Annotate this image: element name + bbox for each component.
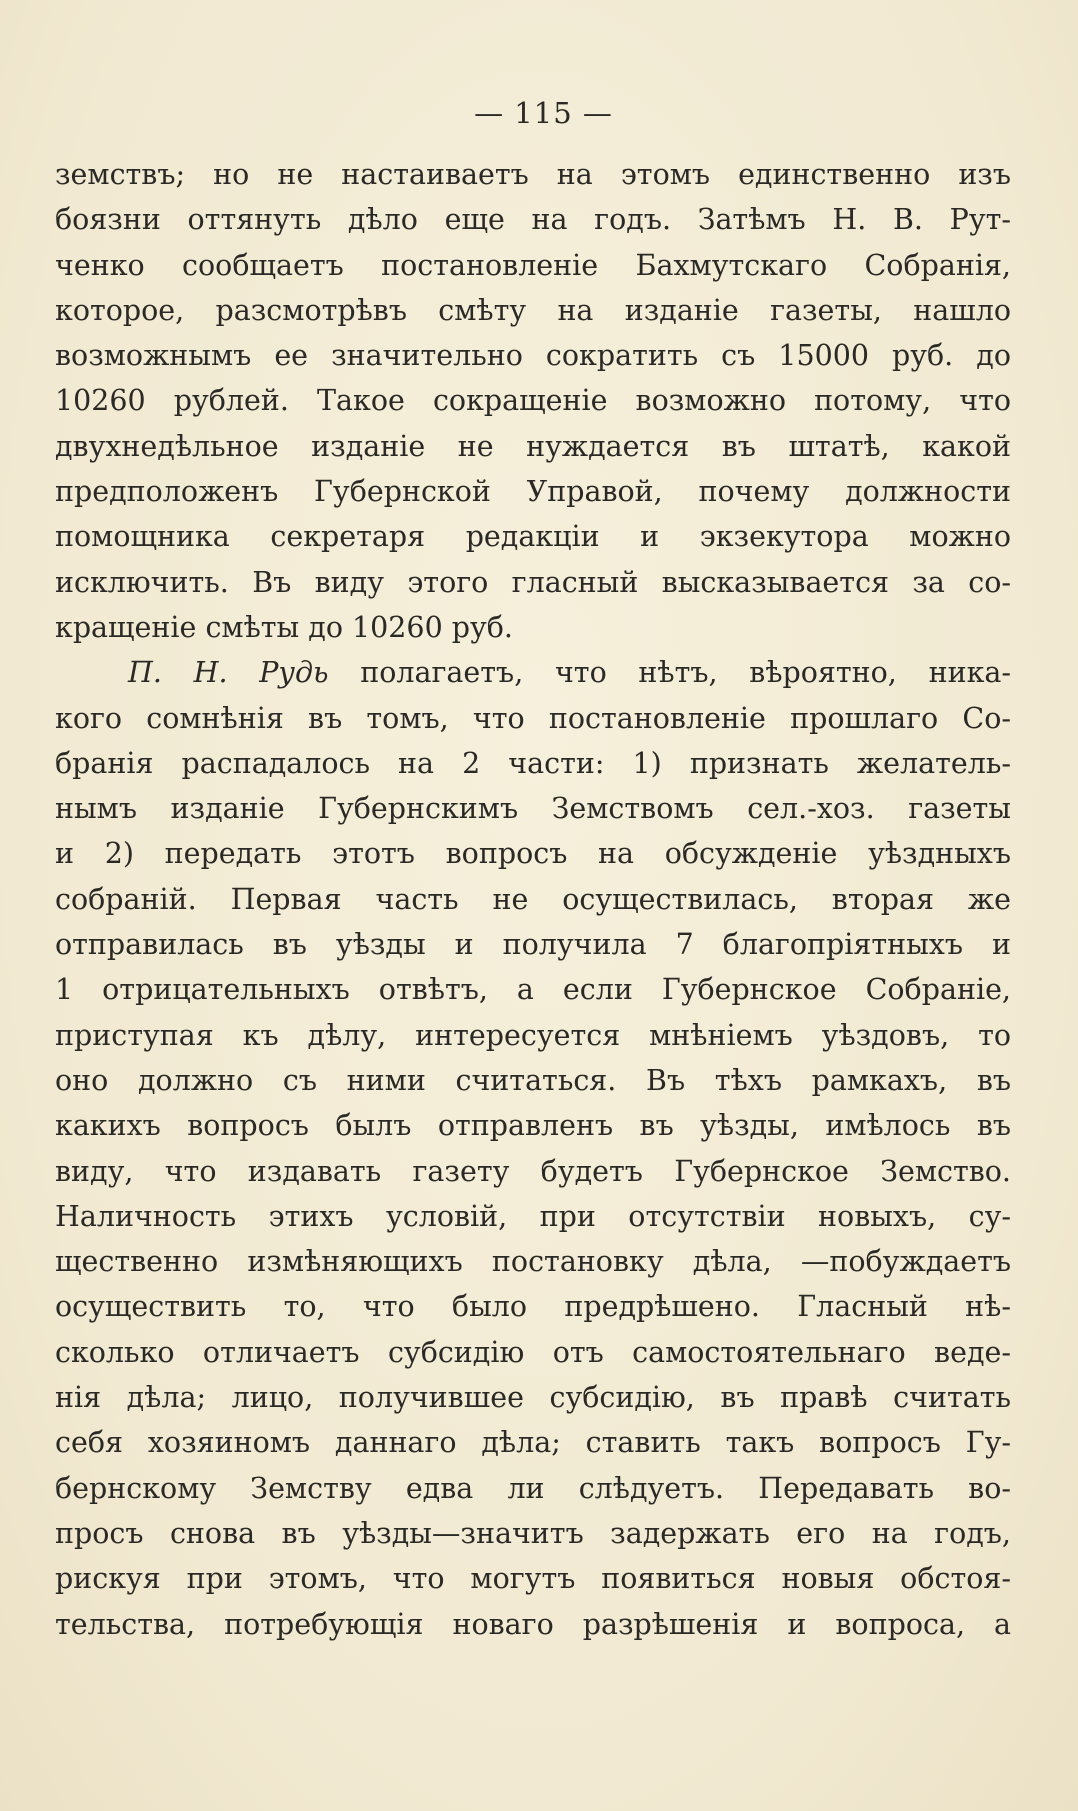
text-line: нія дѣла; лицо, получившее субсидію, въ правѣ считать (55, 1381, 1011, 1415)
paragraph-2 (55, 650, 1011, 1647)
text-line: просъ снова въ уѣзды—значитъ задержать его на годъ, (55, 1516, 1011, 1550)
text-line: оно должно съ ними считаться. Въ тѣхъ рамкахъ, въ (55, 1063, 1011, 1097)
text-line: рискуя при этомъ, что могутъ появиться новыя обстоя- (55, 1562, 1011, 1596)
body-text (55, 152, 1011, 1647)
text-line: бернскому Земству едва ли слѣдуетъ. Передавать во- (55, 1471, 1011, 1505)
text-line: и 2) передать этотъ вопросъ на обсужденіе уѣздныхъ (55, 837, 1011, 871)
text-line: себя хозяиномъ даннаго дѣла; ставить такъ вопросъ Гу- (55, 1426, 1011, 1460)
text-line: тельства, потребующія новаго разрѣшенія и вопроса, а (55, 1607, 1011, 1641)
text-line: исключить. Въ виду этого гласный высказывается за со- (55, 565, 1011, 599)
text-line: кращеніе смѣты до 10260 руб. (55, 610, 513, 644)
text-line: щественно измѣняющихъ постановку дѣла, —побуждаетъ (55, 1245, 1011, 1279)
text-line: сколько отличаетъ субсидію отъ самостоятельнаго веде- (55, 1335, 1011, 1369)
text-line: какихъ вопросъ былъ отправленъ въ уѣзды, имѣлось въ (55, 1109, 1011, 1143)
text-line: 1 отрицательныхъ отвѣтъ, а если Губернское Собраніе, (55, 973, 1011, 1007)
text-line: Наличность этихъ условій, при отсутствіи новыхъ, су- (55, 1199, 1011, 1233)
page-number: — 115 — (474, 96, 613, 130)
text-line: отправилась въ уѣзды и получила 7 благопріятныхъ и (55, 928, 1011, 962)
text-line: земствъ; но не настаиваетъ на этомъ единственно изъ (55, 158, 1011, 191)
text-line: ченко сообщаетъ постановленіе Бахмутскаго Собранія, (55, 248, 1011, 282)
paragraph-1 (55, 152, 1011, 650)
text-line: которое, разсмотрѣвъ смѣту на изданіе газеты, нашло (55, 293, 1011, 327)
text-line: собраній. Первая часть не осуществилась, вторая же (55, 882, 1011, 916)
text-line: помощника секретаря редакціи и экзекутора можно (55, 520, 1011, 554)
text-line: возможнымъ ее значительно сократить съ 15000 руб. до (55, 339, 1011, 373)
first-line-text: полагаетъ, что нѣтъ, вѣроятно, ника- (360, 656, 1012, 690)
text-line: виду, что издавать газету будетъ Губернское Земство. (55, 1154, 1011, 1188)
text-line: предположенъ Губернской Управой, почему должности (55, 475, 1011, 509)
text-line: двухнедѣльное изданіе не нуждается въ штатѣ, какой (55, 429, 1011, 463)
text-line: кого сомнѣнія въ томъ, что постановленіе прошлаго Со- (55, 701, 1011, 735)
text-line: бранія распадалось на 2 части: 1) признать желатель- (55, 746, 1011, 780)
text-line: 10260 рублей. Такое сокращеніе возможно потому, что (55, 384, 1011, 418)
text-line: боязни оттянуть дѣло еще на годъ. Затѣмъ Н. В. Рут- (55, 203, 1011, 237)
text-line: нымъ изданіе Губернскимъ Земствомъ сел.-хоз. газеты (55, 792, 1011, 826)
text-line-first (55, 650, 1011, 695)
speaker-name: П. Н. Рудь (128, 656, 329, 690)
text-line: осуществить то, что было предрѣшено. Гласный нѣ- (55, 1290, 1011, 1324)
text-line: приступая къ дѣлу, интересуется мнѣніемъ уѣздовъ, то (55, 1018, 1011, 1052)
